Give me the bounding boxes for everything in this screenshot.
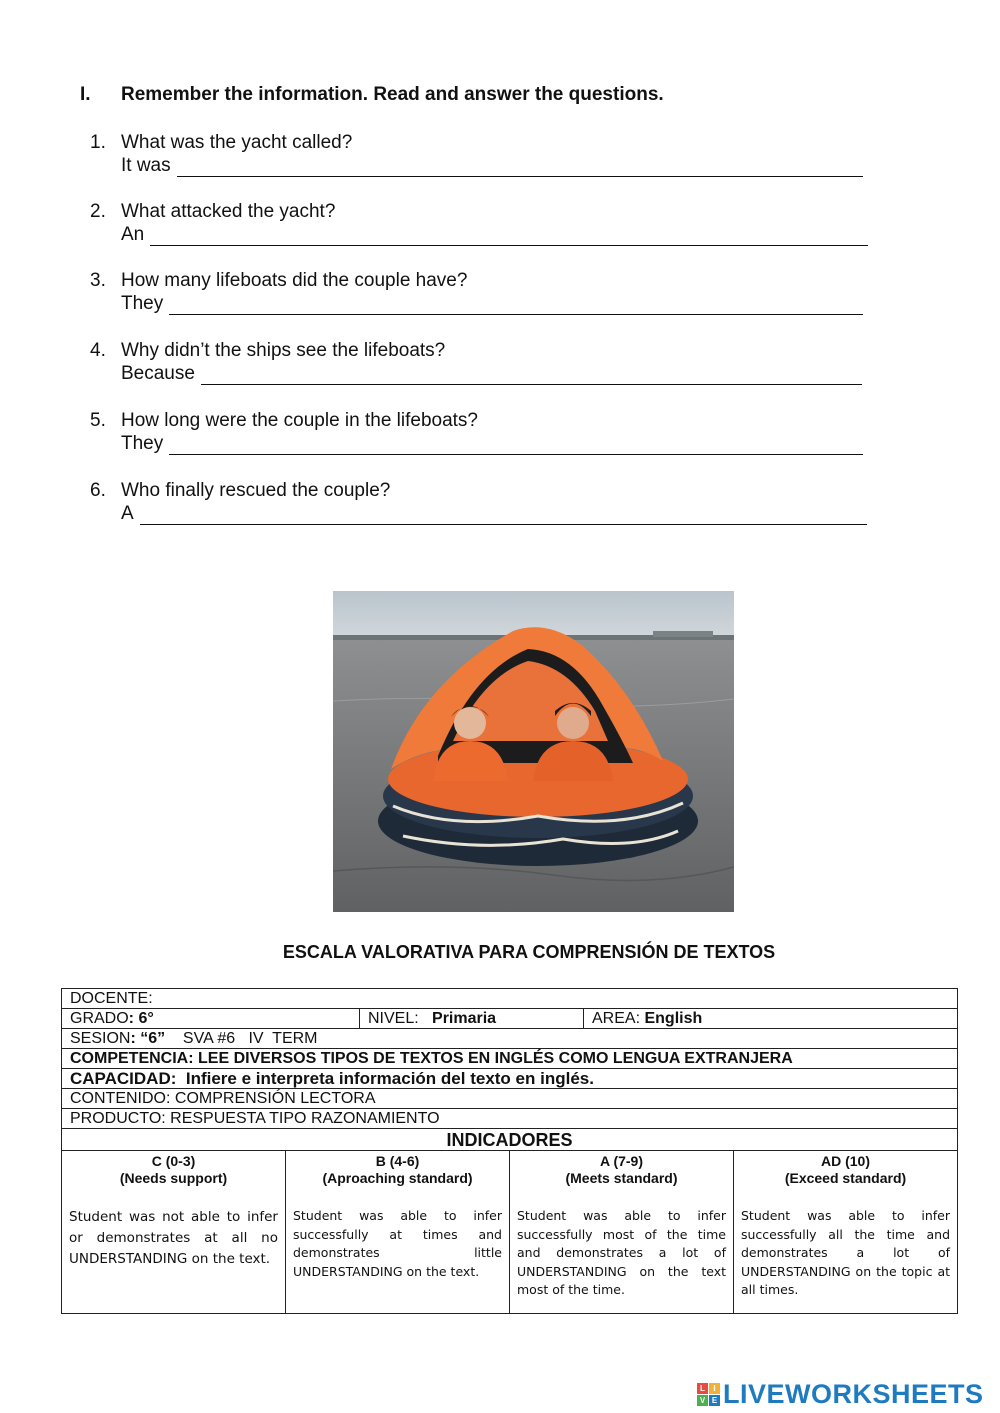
question-2: [90, 200, 880, 246]
rubric-table: [61, 988, 958, 1314]
answer-start: An: [121, 224, 145, 245]
question-text: Who finally rescued the couple?: [121, 480, 391, 501]
grado-cell: GRADO: 6°: [62, 1009, 360, 1029]
indicator-ad: AD (10) (Exceed standard) Student was able to infer successfully all the time and demonstrates a lot of UNDERSTANDING on the topic at all times.: [734, 1151, 958, 1314]
competencia-cell: COMPETENCIA: LEE DIVERSOS TIPOS DE TEXTOS EN INGLÉS COMO LENGUA EXTRANJERA: [62, 1049, 958, 1069]
question-3: [90, 269, 880, 315]
answer-blank[interactable]: [140, 507, 867, 525]
logo-mark-icon: L I V E: [697, 1383, 720, 1406]
sesion-cell: SESION: “6” SVA #6 IV TERM: [62, 1029, 958, 1049]
question-text: How many lifeboats did the couple have?: [121, 270, 468, 291]
rubric-title: ESCALA VALORATIVA PARA COMPRENSIÓN DE TEXTOS: [282, 942, 776, 962]
docente-cell: DOCENTE:: [62, 989, 958, 1009]
question-1: [90, 131, 880, 177]
question-number: 1.: [90, 132, 106, 153]
indicator-a: A (7-9) (Meets standard) Student was able to infer successfully most of the time and demonstrates a lot of UNDERSTANDING on the text most of the time.: [510, 1151, 734, 1314]
nivel-cell: NIVEL: Primaria: [360, 1009, 584, 1029]
question-number: 6.: [90, 480, 106, 501]
answer-start: It was: [121, 155, 171, 176]
question-number: 5.: [90, 410, 106, 431]
question-number: 4.: [90, 340, 106, 361]
answer-start: A: [121, 503, 134, 524]
indicator-b: B (4-6) (Aproaching standard) Student was able to infer successfully at times and demonstrates little UNDERSTANDING on the text.: [286, 1151, 510, 1314]
answer-blank[interactable]: [169, 437, 863, 455]
section-title: Remember the information. Read and answer the questions.: [121, 84, 664, 105]
capacidad-cell: CAPACIDAD: Infiere e interpreta información del texto en inglés.: [62, 1069, 958, 1089]
question-text: What attacked the yacht?: [121, 201, 336, 222]
producto-cell: PRODUCTO: RESPUESTA TIPO RAZONAMIENTO: [62, 1109, 958, 1129]
indicadores-header: INDICADORES: [62, 1129, 958, 1151]
logo-text: LIVEWORKSHEETS: [723, 1378, 984, 1409]
liveworksheets-logo[interactable]: [697, 1377, 984, 1411]
question-text: What was the yacht called?: [121, 132, 353, 153]
lifeboat-photo: [333, 591, 734, 912]
answer-blank[interactable]: [150, 228, 868, 246]
answer-start: They: [121, 433, 164, 454]
question-6: [90, 479, 880, 525]
question-5: [90, 409, 880, 455]
answer-blank[interactable]: [177, 159, 863, 177]
section-heading: [80, 84, 664, 106]
question-text: How long were the couple in the lifeboats?: [121, 410, 479, 431]
contenido-cell: CONTENIDO: COMPRENSIÓN LECTORA: [62, 1089, 958, 1109]
answer-start: Because: [121, 363, 195, 384]
question-number: 2.: [90, 201, 106, 222]
answer-blank[interactable]: [201, 367, 862, 385]
indicator-c: C (0-3) (Needs support) Student was not able to infer or demonstrates at all no UNDERSTANDING on the text.: [62, 1151, 286, 1314]
answer-start: They: [121, 293, 164, 314]
area-cell: AREA: English: [584, 1009, 958, 1029]
question-text: Why didn’t the ships see the lifeboats?: [121, 340, 446, 361]
question-4: [90, 339, 880, 385]
section-number: I.: [80, 84, 91, 105]
question-number: 3.: [90, 270, 106, 291]
answer-blank[interactable]: [169, 297, 863, 315]
